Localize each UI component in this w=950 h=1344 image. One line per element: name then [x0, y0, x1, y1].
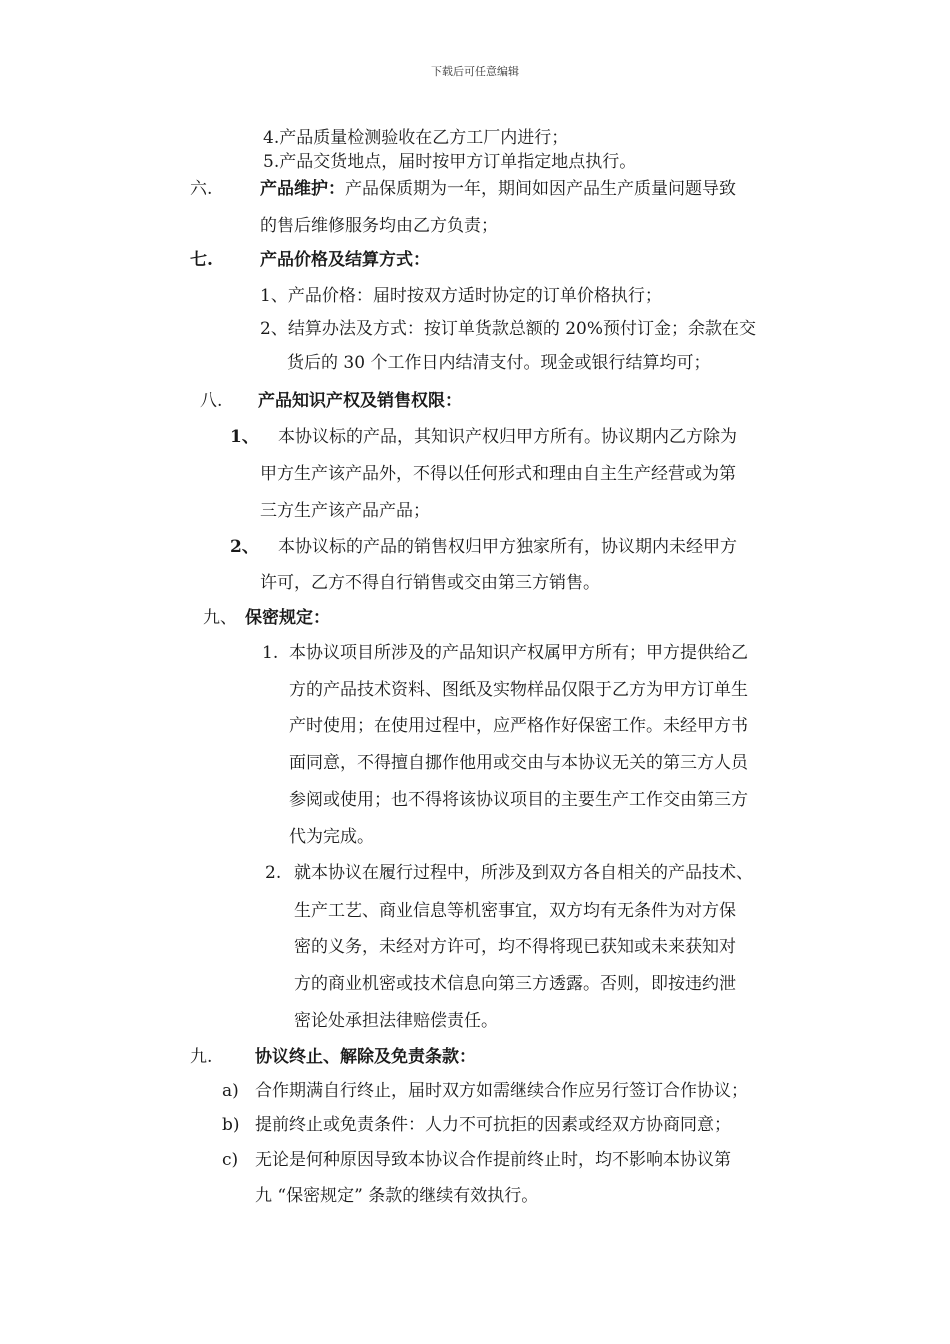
- section-8-item-1-line-1: 本协议标的产品，其知识产权归甲方所有。协议期内乙方除为: [278, 427, 737, 447]
- page-header: 下载后可任意编辑: [431, 65, 519, 78]
- section-7-number: 七.: [190, 250, 213, 270]
- section-8-item-2-line-2: 许可，乙方不得自行销售或交由第三方销售。: [260, 573, 600, 593]
- section-8-item-1-number: 1、: [230, 427, 259, 447]
- item-4-line: 4.产品质量检测验收在乙方工厂内进行；: [263, 128, 569, 148]
- section-9-item-1-number: 1.: [262, 643, 279, 663]
- clause-c-line-1: 无论是何种原因导致本协议合作提前终止时，均不影响本协议第: [255, 1150, 731, 1170]
- clause-a-text: 合作期满自行终止，届时双方如需继续合作应另行签订合作协议；: [255, 1081, 748, 1101]
- section-9-item-2-line-2: 生产工艺、商业信息等机密事宜，双方均有无条件为对方保: [294, 901, 736, 921]
- section-8-item-1-line-3: 三方生产该产品产品；: [260, 501, 430, 521]
- clause-c-label: c): [222, 1150, 239, 1170]
- section-9-item-1-line-2: 方的产品技术资料、图纸及实物样品仅限于乙方为甲方订单生: [289, 680, 748, 700]
- section-8-item-2-number: 2、: [230, 537, 259, 557]
- item-5-line: 5.产品交货地点，届时按甲方订单指定地点执行。: [263, 152, 637, 172]
- clause-c-line-2: 九 “保密规定” 条款的继续有效执行。: [255, 1186, 539, 1206]
- section-6-continuation: 的售后维修服务均由乙方负责；: [260, 216, 498, 236]
- section-9-item-1-line-6: 代为完成。: [289, 827, 374, 847]
- section-8-title: 产品知识产权及销售权限：: [258, 391, 462, 411]
- section-9-item-1-line-4: 面同意，不得擅自挪作他用或交由与本协议无关的第三方人员: [289, 753, 748, 773]
- section-9-item-2-line-3: 密的义务，未经对方许可，均不得将现已获知或未来获知对: [294, 937, 736, 957]
- clause-b-label: b): [222, 1115, 240, 1135]
- clause-a-label: a): [222, 1081, 239, 1101]
- section-7-title: 产品价格及结算方式：: [260, 250, 430, 270]
- section-7-item-2-line-2: 货后的 30 个工作日内结清支付。现金或银行结算均可；: [287, 353, 711, 373]
- section-9-item-2-line-1: 就本协议在履行过程中，所涉及到双方各自相关的产品技术、: [294, 863, 753, 883]
- section-6-text: 产品保质期为一年，期间如因产品生产质量问题导致: [345, 179, 736, 199]
- section-6-heading: [260, 177, 736, 201]
- section-8-number: 八.: [200, 391, 223, 411]
- section-8-item-1-line-2: 甲方生产该产品外，不得以任何形式和理由自主生产经营或为第: [260, 464, 736, 484]
- section-6-title: 产品维护：: [260, 179, 345, 199]
- section-8-item-2-line-1: 本协议标的产品的销售权归甲方独家所有，协议期内未经甲方: [278, 537, 737, 557]
- section-9-item-1-line-5: 参阅或使用；也不得将该协议项目的主要生产工作交由第三方: [289, 790, 748, 810]
- section-9-item-2-number: 2.: [265, 863, 282, 883]
- section-10-title: 协议终止、解除及免责条款：: [255, 1047, 476, 1067]
- section-7-item-2-line-1: 2、结算办法及方式：按订单货款总额的 20%预付订金；余款在交: [260, 319, 757, 339]
- section-9-item-2-line-5: 密论处承担法律赔偿责任。: [294, 1011, 498, 1031]
- section-9-number: 九、: [203, 608, 237, 628]
- section-10-number: 九.: [190, 1047, 213, 1067]
- section-7-item-1: 1、产品价格：届时按双方适时协定的订单价格执行；: [260, 286, 662, 306]
- section-6-number: 六.: [190, 179, 213, 199]
- section-9-title: 保密规定：: [245, 608, 330, 628]
- section-9-item-2-line-4: 方的商业机密或技术信息向第三方透露。否则，即按违约泄: [294, 974, 736, 994]
- section-9-item-1-line-3: 产时使用；在使用过程中，应严格作好保密工作。未经甲方书: [289, 716, 748, 736]
- clause-b-text: 提前终止或免责条件：人力不可抗拒的因素或经双方协商同意；: [255, 1115, 731, 1135]
- section-9-item-1-line-1: 本协议项目所涉及的产品知识产权属甲方所有；甲方提供给乙: [289, 643, 748, 663]
